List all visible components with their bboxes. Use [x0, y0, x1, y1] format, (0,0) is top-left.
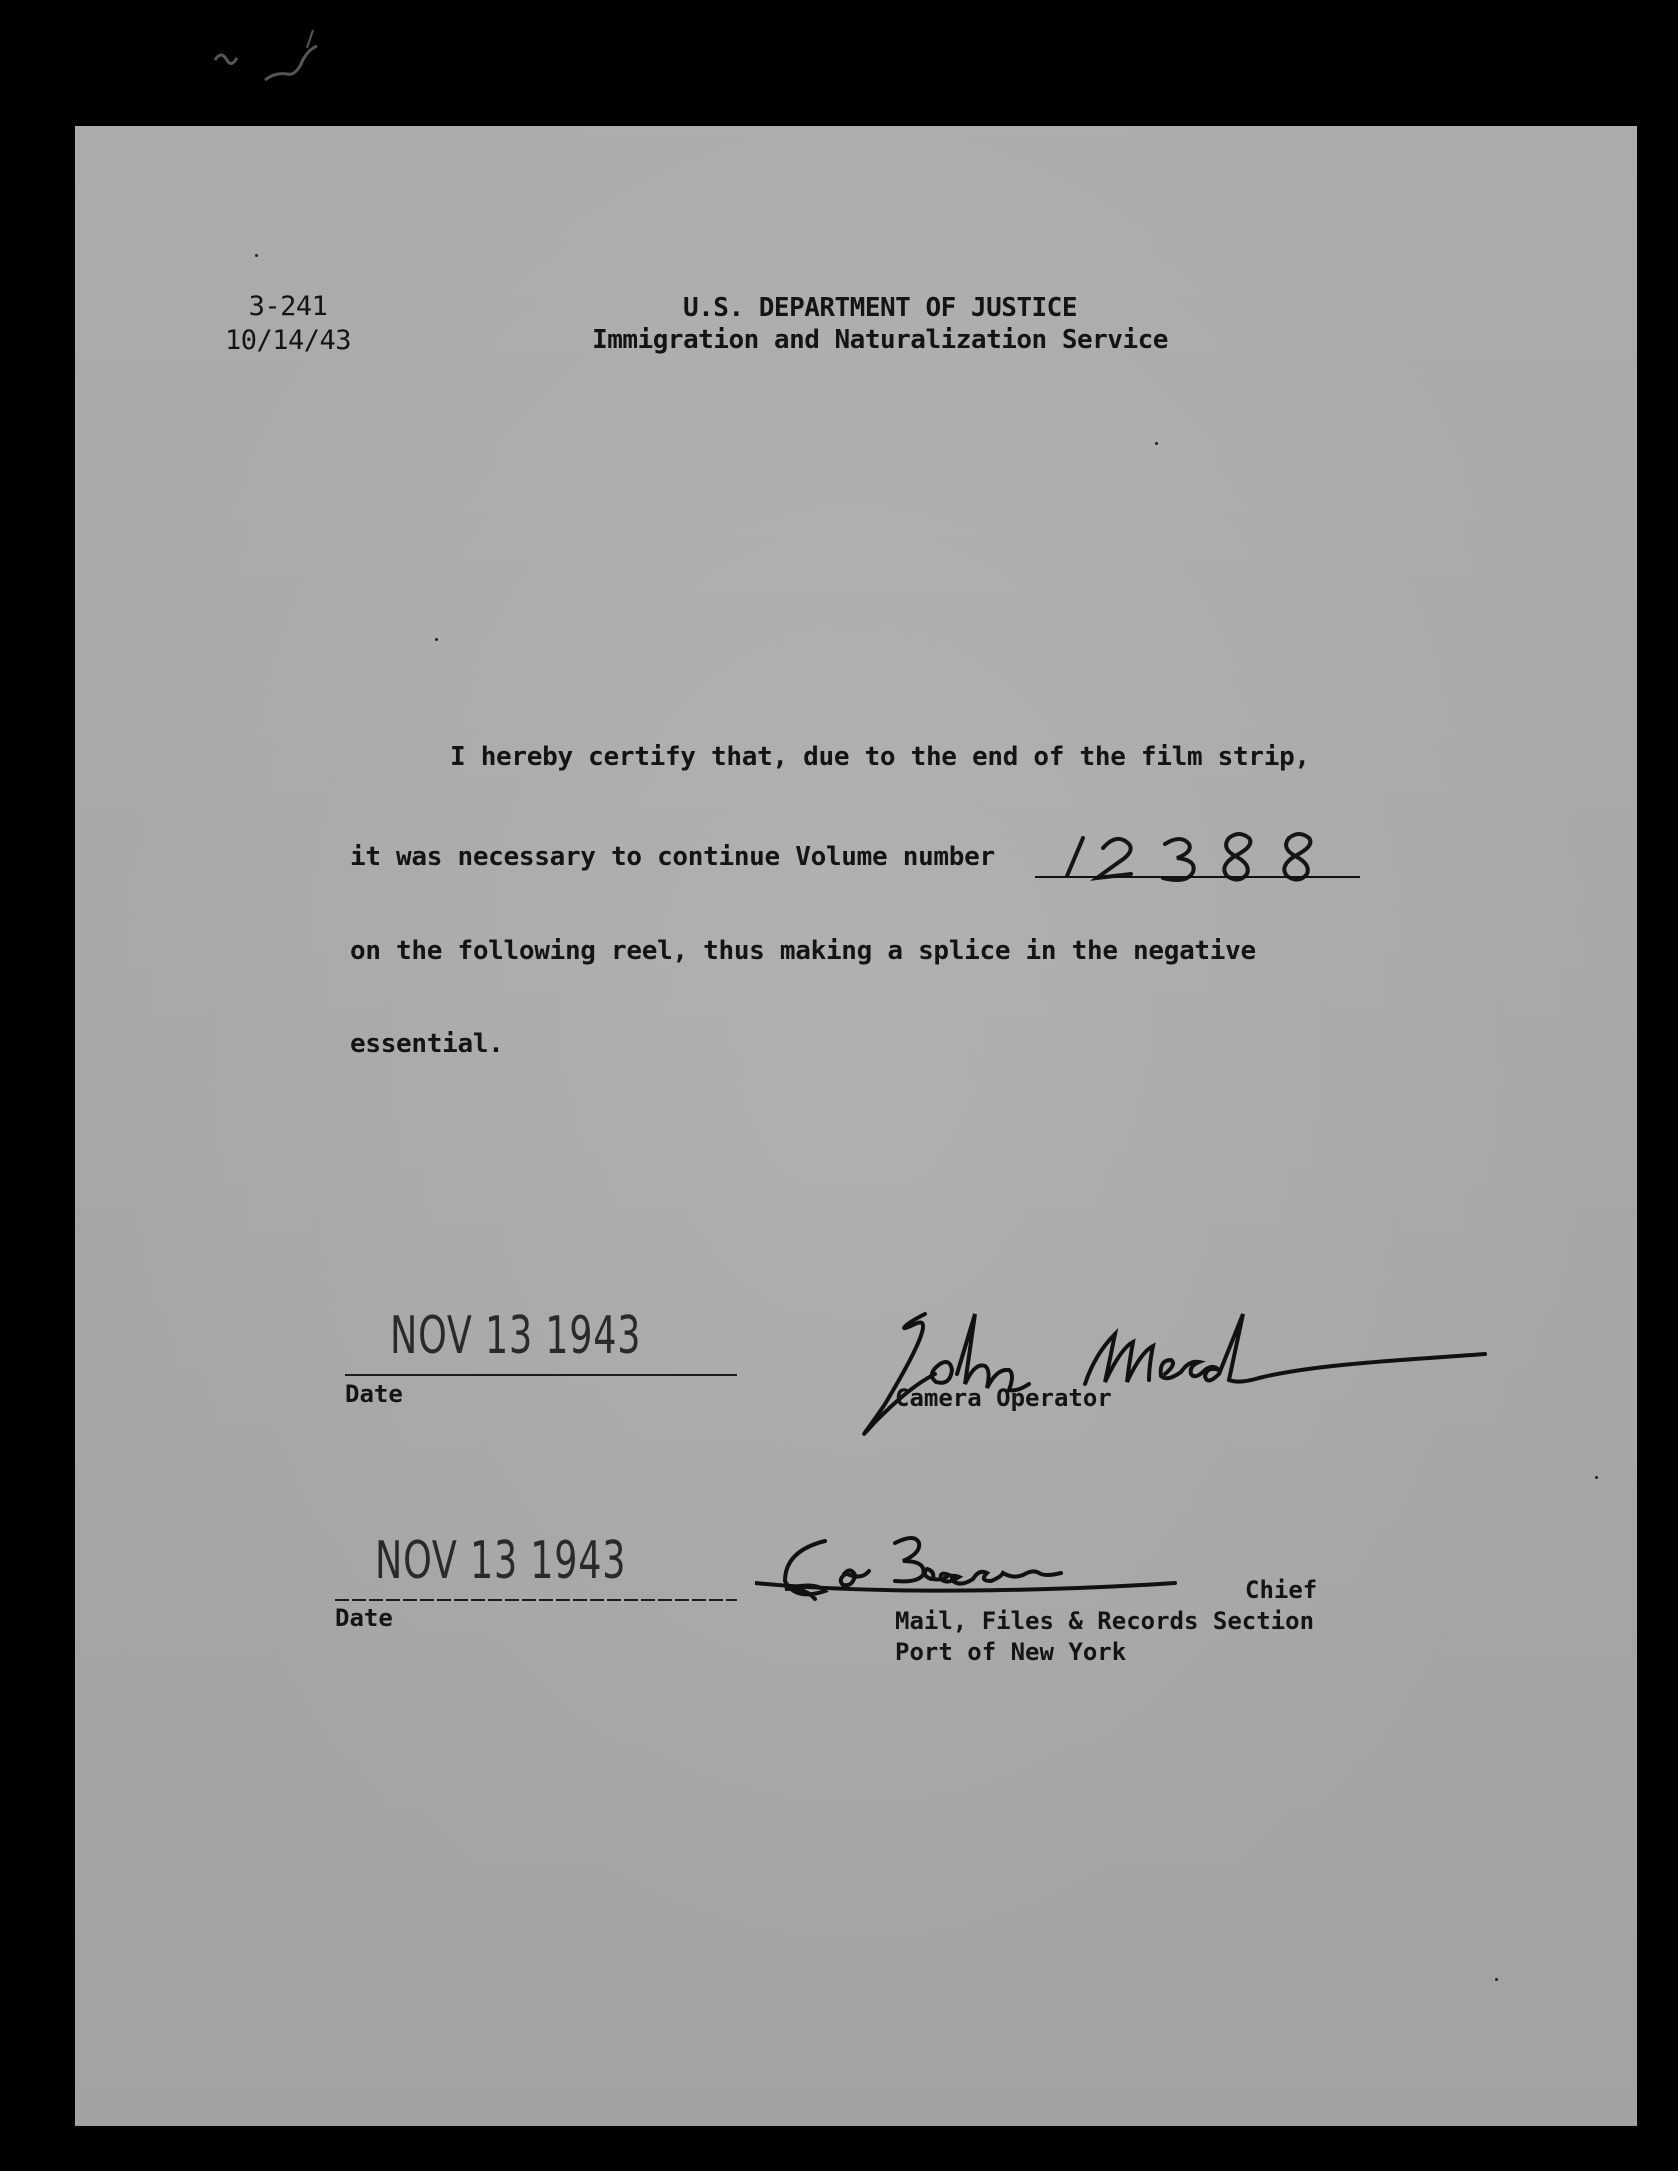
dust-speck	[435, 638, 438, 641]
dust-speck	[255, 254, 258, 257]
operator-title: Camera Operator	[895, 1384, 1112, 1412]
form-number: 3-241	[248, 291, 328, 322]
form-date: 10/14/43	[225, 325, 352, 356]
certification-line-1: I hereby certify that, due to the end of the film strip,	[450, 742, 1310, 772]
chief-port-title: Port of New York	[895, 1638, 1127, 1666]
volume-number-line	[1035, 876, 1360, 878]
certification-line-4: essential.	[350, 1029, 504, 1059]
scan-mark-doodle	[195, 20, 345, 110]
form-code	[225, 290, 351, 358]
agency-header	[520, 292, 1240, 356]
dust-speck	[1495, 1978, 1498, 1981]
chief-date-stamp: NOV 13 1943	[375, 1531, 627, 1591]
document-page	[75, 126, 1637, 2126]
dust-speck	[1155, 442, 1158, 445]
chief-date-label: Date	[335, 1604, 393, 1632]
operator-date-label: Date	[345, 1380, 403, 1408]
certification-line-3: on the following reel, thus making a splice in the negative	[350, 936, 1256, 966]
chief-section-title: Mail, Files & Records Section	[895, 1607, 1315, 1635]
operator-date-line	[345, 1374, 737, 1376]
chief-date-line	[335, 1599, 737, 1601]
operator-signature	[845, 1294, 1495, 1444]
chief-signature	[755, 1521, 1318, 1611]
certification-line-2: it was necessary to continue Volume number	[350, 842, 995, 872]
chief-title: Chief	[1245, 1576, 1318, 1604]
dust-speck	[1595, 1476, 1598, 1479]
department-name: U.S. DEPARTMENT OF JUSTICE	[683, 293, 1077, 323]
operator-date-stamp: NOV 13 1943	[390, 1306, 642, 1366]
service-name: Immigration and Naturalization Service	[592, 325, 1168, 355]
